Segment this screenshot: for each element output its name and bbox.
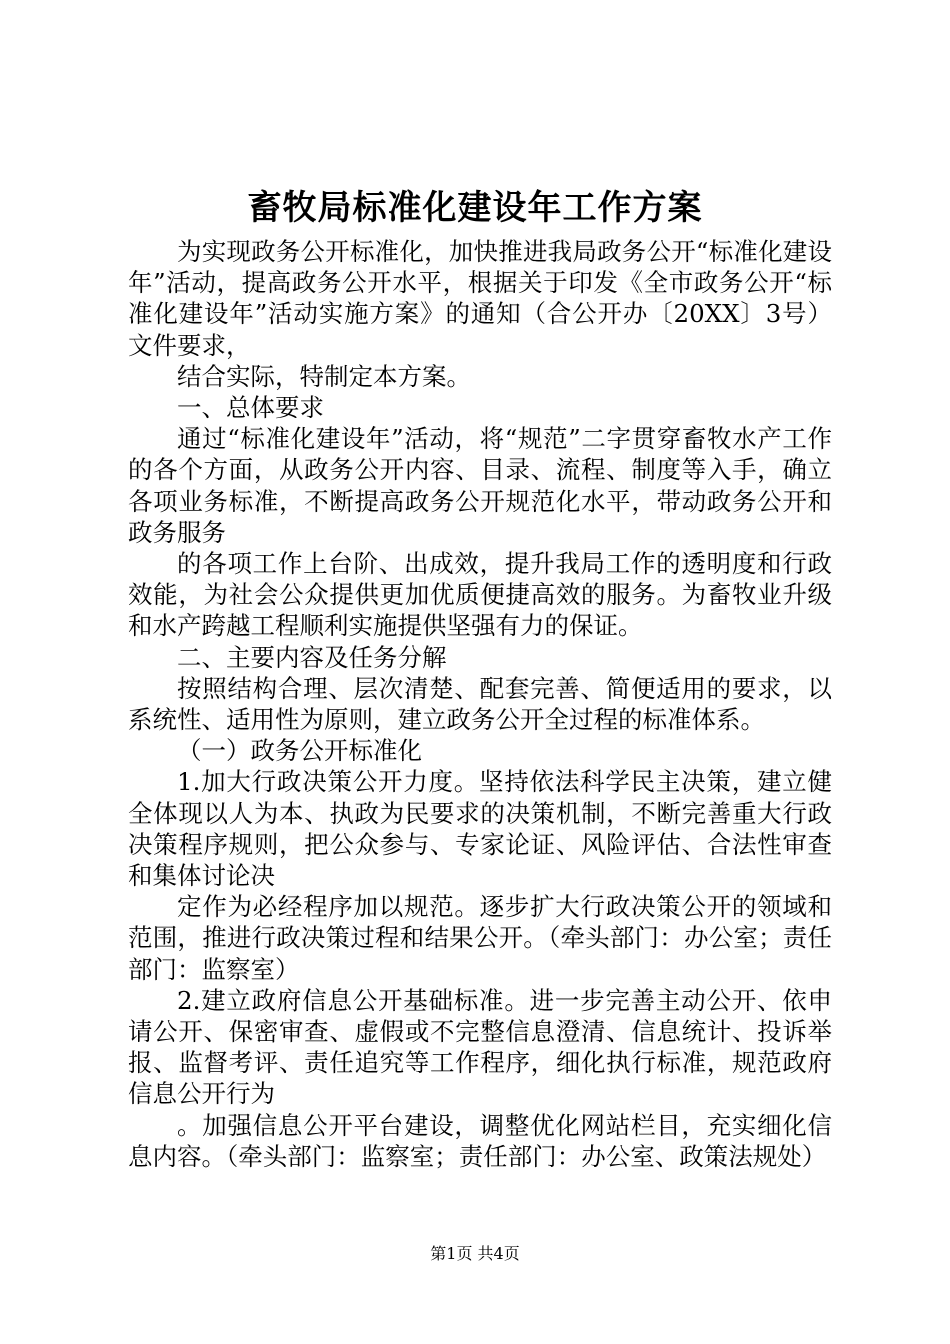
paragraph: 2.建立政府信息公开基础标准。进一步完善主动公开、依申请公开、保密审查、虚假或不完整信息澄清、信息统计、投诉举报、监督考评、责任追究等工作程序，细化执行标准，规范政府信息公开行为 <box>128 985 832 1109</box>
paragraph: 为实现政务公开标准化，加快推进我局政务公开“标准化建设年”活动，提高政务公开水平，根据关于印发《全市政务公开“标准化建设年”活动实施方案》的通知（合公开办〔20XX〕3号）文件要求， <box>128 237 832 360</box>
document-body <box>128 236 832 1172</box>
paragraph: 1.加大行政决策公开力度。坚持依法科学民主决策，建立健全体现以人为本、执政为民要求的决策机制，不断完善重大行政决策程序规则，把公众参与、专家论证、风险评估、合法性审查和集体讨论决 <box>128 767 832 891</box>
paragraph: 。加强信息公开平台建设，调整优化网站栏目，充实细化信息内容。（牵头部门：监察室；责任部门：办公室、政策法规处） <box>128 1110 832 1171</box>
page-footer: 第1页 共4页 <box>430 1244 520 1263</box>
paragraph: 的各项工作上台阶、出成效，提升我局工作的透明度和行政效能，为社会公众提供更加优质便捷高效的服务。为畜牧业升级和水产跨越工程顺利实施提供坚强有力的保证。 <box>128 549 832 641</box>
document-title: 畜牧局标准化建设年工作方案 <box>247 188 703 228</box>
section-heading: 二、主要内容及任务分解 <box>177 642 447 672</box>
paragraph: 定作为必经程序加以规范。逐步扩大行政决策公开的领域和范围，推进行政决策过程和结果公开。（牵头部门：办公室；责任部门：监察室） <box>128 892 832 984</box>
paragraph: 通过“标准化建设年”活动，将“规范”二字贯穿畜牧水产工作的各个方面，从政务公开内容、目录、流程、制度等入手，确立各项业务标准，不断提高政务公开规范化水平，带动政务公开和政务服务 <box>128 424 832 547</box>
paragraph: 按照结构合理、层次清楚、配套完善、简便适用的要求，以系统性、适用性为原则，建立政务公开全过程的标准体系。 <box>128 673 832 735</box>
paragraph: 结合实际，特制定本方案。 <box>177 361 471 391</box>
section-heading: 一、总体要求 <box>177 393 324 423</box>
subsection-heading: （一）政务公开标准化 <box>177 736 422 766</box>
